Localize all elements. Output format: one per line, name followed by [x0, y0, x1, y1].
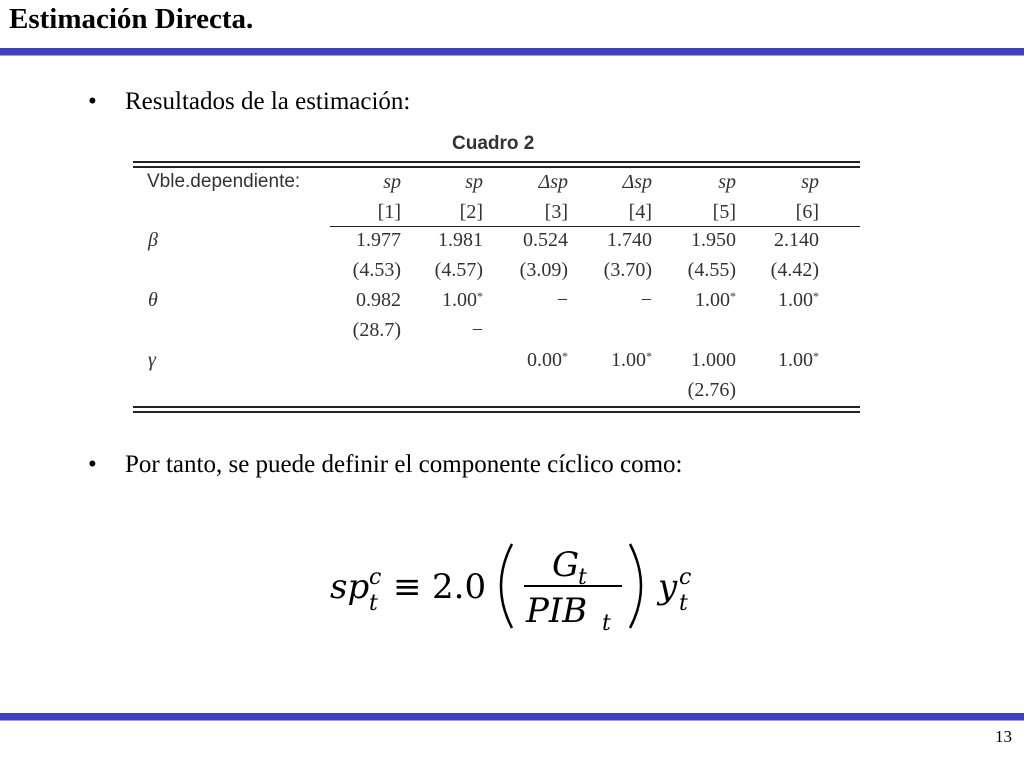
table-cell: 0.982	[356, 289, 401, 311]
table-cell: 1.00*	[611, 349, 652, 371]
table-row-label: β	[148, 229, 158, 251]
table-row-label: γ	[148, 349, 156, 371]
table-column-dependent: sp	[801, 171, 819, 193]
table-column-number: [3]	[544, 201, 568, 223]
table-column-dependent: sp	[465, 171, 483, 193]
table-cell: −	[640, 289, 652, 311]
table-cell: −	[556, 289, 568, 311]
footer-rule-thin	[0, 720, 1024, 721]
formula-rhs-base: y	[658, 567, 678, 607]
formula-rhs-sub: t	[679, 591, 688, 616]
table-cell: 1.000	[691, 349, 736, 371]
table-cell: (4.53)	[352, 259, 401, 281]
table-top-rule	[133, 161, 860, 163]
bullet-text-cyclical: Por tanto, se puede definir el componente cíclico como:	[125, 451, 683, 478]
slide-title: Estimación Directa.	[9, 3, 254, 35]
table-column-number: [1]	[377, 201, 401, 223]
formula-lhs-sup: c	[369, 565, 382, 590]
table-cell: 1.950	[691, 229, 736, 251]
formula-right-paren	[630, 544, 641, 628]
table-cell: (3.70)	[603, 259, 652, 281]
table-caption: Cuadro 2	[452, 133, 535, 154]
table-column-dependent: Δsp	[622, 171, 652, 193]
bullet-marker: •	[88, 88, 97, 115]
table-cell: 1.00*	[442, 289, 483, 311]
formula-svg	[330, 540, 700, 632]
cyclical-component-formula	[330, 540, 700, 632]
table-row-label-header: Vble.dependiente:	[147, 171, 301, 192]
header-rule	[0, 48, 1024, 55]
table-bottom-rule	[133, 406, 860, 408]
table-cell: 1.00*	[778, 289, 819, 311]
table-column-number: [2]	[459, 201, 483, 223]
formula-rhs-sup: c	[679, 565, 692, 590]
table-column-number: [6]	[795, 201, 819, 223]
table-cell: 2.140	[774, 229, 819, 251]
table-cell: 1.740	[607, 229, 652, 251]
table-cell: 0.524	[523, 229, 568, 251]
table-cell: 1.977	[356, 229, 401, 251]
table-bottom-rule	[133, 411, 860, 413]
footer-rule	[0, 713, 1024, 720]
table-cell: 1.00*	[695, 289, 736, 311]
header-rule-thin	[0, 55, 1024, 56]
table-column-number: [5]	[712, 201, 736, 223]
bullet-text-results: Resultados de la estimación:	[125, 88, 411, 115]
page-number: 13	[995, 727, 1012, 746]
formula-numerator-sub: t	[578, 565, 587, 590]
formula-left-paren	[501, 544, 512, 628]
bullet-marker: •	[88, 451, 97, 478]
table-cell: (4.42)	[770, 259, 819, 281]
table-top-rule	[133, 166, 860, 168]
formula-coefficient: 2.0	[432, 567, 487, 607]
table-column-dependent: sp	[718, 171, 736, 193]
table-cell: 0.00*	[527, 349, 568, 371]
table-cell: 1.981	[438, 229, 483, 251]
formula-relation: ≡	[393, 567, 422, 607]
formula-lhs-base: sp	[330, 567, 370, 607]
table-column-dependent: Δsp	[538, 171, 568, 193]
formula-numerator: G	[552, 545, 580, 585]
table-cell: (4.55)	[687, 259, 736, 281]
table-column-dependent: sp	[383, 171, 401, 193]
table-cell: (3.09)	[519, 259, 568, 281]
formula-denominator: PIB	[526, 591, 588, 631]
table-cell: (2.76)	[687, 379, 736, 401]
table-cell: 1.00*	[778, 349, 819, 371]
table-row-label: θ	[148, 289, 158, 311]
table-header-rule	[330, 226, 860, 227]
table-cell: (4.57)	[434, 259, 483, 281]
table-cell: (28.7)	[352, 319, 401, 341]
formula-lhs-sub: t	[369, 591, 378, 616]
formula-denominator-sub: t	[602, 611, 611, 632]
table-column-number: [4]	[628, 201, 652, 223]
table-cell: −	[471, 319, 483, 341]
